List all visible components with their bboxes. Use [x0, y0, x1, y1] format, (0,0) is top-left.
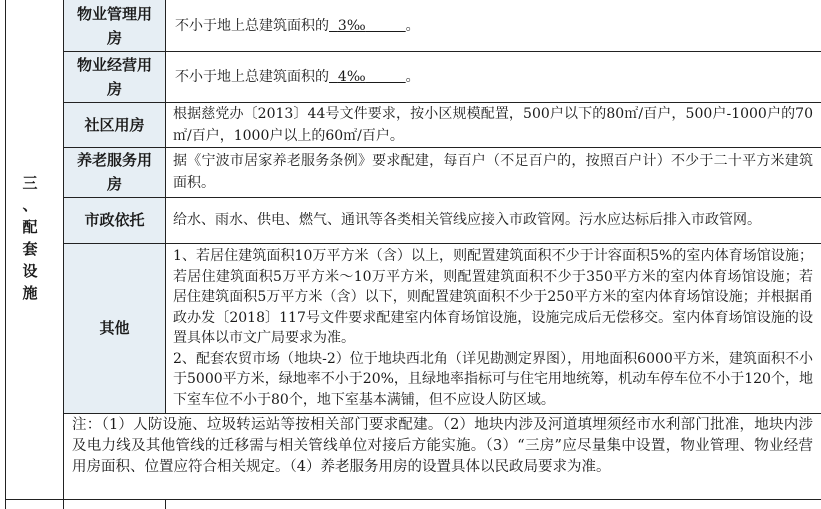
- content-suffix: 。: [405, 68, 420, 85]
- content-text: 据《宁波市居家养老服务条例》要求配建，每百户（不足百户的，按照百户计）不少于二十平方米建筑面积。: [173, 153, 813, 191]
- label-text: 其他: [99, 319, 130, 337]
- content-text: 给水、雨水、供电、燃气、通讯等各类相关管线应接入市政管网。污水应达标后排入市政管网。: [173, 212, 761, 228]
- grid-line: [64, 147, 821, 148]
- grid-line: [64, 243, 821, 244]
- content-prefix: 不小于地上总建筑面积的: [175, 17, 329, 34]
- ratio-text: 3‰: [337, 17, 366, 34]
- label-text: 养老服务用房: [76, 151, 152, 193]
- grid-line: [64, 51, 821, 52]
- area-ratio-value: [329, 18, 406, 34]
- row-label-community: [64, 102, 165, 147]
- row-content-elderly-care: [165, 147, 821, 197]
- grid-line: [63, 0, 64, 509]
- row-content-property-management: [165, 0, 821, 51]
- section-char-1: 配: [22, 218, 38, 236]
- grid-line: [165, 0, 166, 413]
- grid-line: [5, 499, 821, 500]
- section-number: 三: [22, 174, 38, 192]
- grid-line: [165, 499, 166, 509]
- content-text: 根据慈党办〔2013〕44号文件要求，按小区规模配置，500户以下的80㎡/百户，500户-1000户的70㎡/百户，1000户以上的60㎡/百户。: [173, 105, 813, 144]
- other-paragraph-1: 1、若居住建筑面积10万平方米（含）以上，则配置建筑面积不少于计容面积5%的室内体育场馆设施；若居住建筑面积5万平方米～10万平方米，则配置建筑面积不少于350平方米的室内体育场馆设施；若居住建筑面积5万平方米（含）以下，则配置建筑面积不少于250平方米的室内体育场馆设施；并根据甬政办发〔2018〕117号文件要求配建室内体育场馆设施，设施完成后无偿移交。室内体育场馆设施的设置具体以市文广局要求为准。: [173, 248, 813, 346]
- row-label-elderly-care: [64, 147, 165, 197]
- ratio-text: 4‰: [337, 68, 366, 85]
- row-content-property-operation: [165, 51, 821, 102]
- note-row: [64, 413, 821, 499]
- grid-line: [5, 0, 6, 509]
- label-text: 物业经营用房: [76, 55, 152, 98]
- note-text: 注：（1）人防设施、垃圾转运站等按相关部门要求配建。（2）地块内涉及河道填埋须经市水利部门批准，地块内涉及电力线及其他管线的迁移需与相关管线单位对接后方能实施。（3）“三房”应尽量集中设置，物业管理、物业经营用房面积、位置应符合相关规定。（4）养老服务用房的设置具体以民政局要求为准。: [72, 417, 813, 475]
- row-label-other: [64, 243, 165, 413]
- section-char-2: 套: [22, 240, 38, 258]
- area-ratio-value: [329, 69, 406, 85]
- row-content-other: [165, 243, 821, 413]
- row-label-property-operation: [64, 51, 165, 102]
- label-text: 物业管理用房: [76, 4, 152, 47]
- content-prefix: 不小于地上总建筑面积的: [175, 68, 329, 85]
- grid-line: [64, 197, 821, 198]
- section-char-4: 施: [22, 284, 38, 302]
- grid-line: [64, 102, 821, 103]
- row-content-municipal: [165, 197, 821, 243]
- label-text: 市政依托: [84, 211, 145, 229]
- row-content-community: [165, 102, 821, 147]
- section-separator: 、: [22, 196, 38, 214]
- row-label-municipal: [64, 197, 165, 243]
- content-suffix: 。: [405, 17, 420, 34]
- row-label-property-management: [64, 0, 165, 51]
- other-paragraph-2: 2、配套农贸市场（地块-2）位于地块西北角（详见勘测定界图），用地面积6000平方米，建筑面积不小于5000平方米，绿地率不小于20%，且绿地率指标可与住宅用地统筹，机动车停车位不小于120个，地下室车位不小于80个，地下室基本满铺，但不应设人防区域。: [173, 350, 813, 408]
- section-title: [18, 172, 42, 304]
- section-char-3: 设: [22, 262, 38, 280]
- label-text: 社区用房: [84, 115, 145, 134]
- grid-line: [64, 413, 821, 414]
